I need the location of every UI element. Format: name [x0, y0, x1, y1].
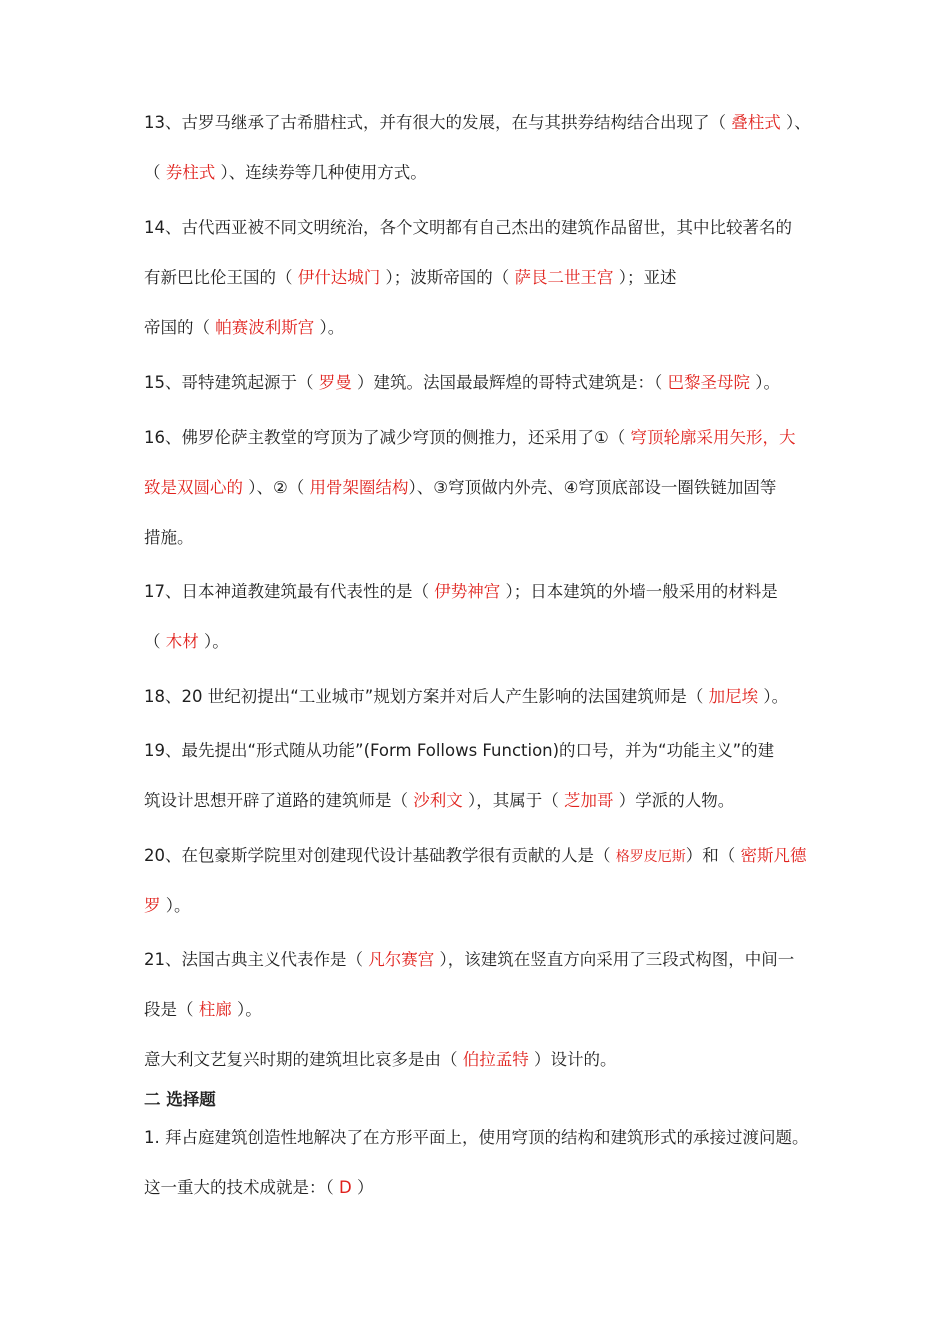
q20-text: ）和（ [685, 846, 741, 865]
q18-line-1 [144, 686, 820, 708]
q17-text: （ [144, 632, 166, 651]
q22-line-1 [144, 1049, 820, 1071]
q13-answer-1: 叠柱式 [731, 113, 781, 132]
q15-text: ）建筑。法国最最辉煌的哥特式建筑是：（ [351, 373, 668, 392]
q13-text: ）、 [780, 113, 811, 132]
q14-text: ）。 [314, 318, 345, 337]
q16-answer-1-cont: 致是双圆心的 [144, 478, 243, 497]
q15-text: ）。 [750, 373, 780, 392]
q20-line-2 [144, 895, 820, 917]
q18-text: ）。 [758, 687, 789, 706]
choice-1-text: ） [351, 1178, 374, 1197]
q14-answer-3: 帕赛波利斯宫 [215, 318, 315, 337]
q15-answer-1: 罗曼 [318, 373, 352, 392]
q17-text: 17、日本神道教建筑最有代表性的是（ [144, 582, 435, 601]
q19-line-1 [144, 740, 820, 762]
q15-text: 15、哥特建筑起源于（ [144, 373, 319, 392]
q20-answer-2: 密斯凡德 [740, 846, 807, 865]
q14-text: ）；波斯帝国的（ [380, 268, 515, 287]
q17-answer-1: 伊势神宫 [434, 582, 501, 601]
q20-answer-2-cont: 罗 [144, 896, 161, 915]
q14-text: 帝国的（ [144, 318, 216, 337]
q14-text: 14、古代西亚被不同文明统治，各个文明都有自己杰出的建筑作品留世，其中比较著名的 [144, 218, 792, 237]
q13-answer-2: 券柱式 [165, 163, 216, 182]
section-heading: 二 选择题 [144, 1090, 216, 1109]
q14-line-2 [144, 267, 820, 289]
q17-text: ）。 [198, 632, 229, 651]
q21-text: ），该建筑在竖直方向采用了三段式构图，中间一 [434, 950, 795, 969]
q19-text: ）学派的人物。 [613, 791, 735, 810]
q14-text: ）；亚述 [613, 268, 677, 287]
q20-answer-1: 格罗皮厄斯 [615, 849, 686, 865]
q16-answer-1: 穹顶轮廓采用矢形，大 [630, 428, 796, 447]
choice-1-line-2 [144, 1177, 820, 1199]
q16-line-2 [144, 477, 820, 499]
choice-1-text: 1. 拜占庭建筑创造性地解决了在方形平面上，使用穹顶的结构和建筑形式的承接过渡问题。 [144, 1128, 809, 1147]
q18-text: 18、20 世纪初提出“工业城市”规划方案并对后人产生影响的法国建筑师是（ [144, 687, 709, 706]
q19-text: ），其属于（ [462, 791, 564, 810]
q14-line-1 [144, 217, 820, 239]
q21-line-1 [144, 949, 820, 971]
q13-text: ）、连续券等几种使用方式。 [215, 163, 427, 182]
q16-text: ）、③穹顶做内外壳、④穹顶底部设一圈铁链加固等 [408, 478, 777, 497]
q19-answer-2: 芝加哥 [564, 791, 614, 810]
q13-text: （ [144, 163, 166, 182]
q19-answer-1: 沙利文 [413, 791, 463, 810]
q22-answer-1: 伯拉孟特 [462, 1050, 529, 1069]
q21-text: ）。 [231, 1000, 262, 1019]
q19-line-2 [144, 790, 820, 812]
q19-text: 19、最先提出“形式随从功能”(Form Follows Function)的口号，并为“功能主义”的建 [144, 741, 775, 760]
q13-line-2 [144, 162, 820, 184]
q17-line-1 [144, 581, 820, 603]
q14-answer-2: 萨艮二世王宫 [514, 268, 614, 287]
choice-1-text: 这一重大的技术成就是：（ [144, 1178, 339, 1197]
q14-text: 有新巴比伦王国的（ [144, 268, 298, 287]
q19-text: 筑设计思想开辟了道路的建筑师是（ [144, 791, 414, 810]
q18-answer-1: 加尼埃 [708, 687, 759, 706]
q16-text: 措施。 [144, 528, 194, 547]
q20-text: 20、在包豪斯学院里对创建现代设计基础教学很有贡献的人是（ [144, 846, 616, 865]
q13-line-1 [144, 112, 820, 134]
q16-answer-2: 用骨架圈结构 [309, 478, 409, 497]
q15-answer-2: 巴黎圣母院 [667, 373, 750, 392]
q21-text: 21、法国古典主义代表作是（ [144, 950, 369, 969]
q14-answer-1: 伊什达城门 [297, 268, 381, 287]
q17-line-2 [144, 631, 820, 653]
q20-text: ）。 [160, 896, 191, 915]
q22-text: ）设计的。 [528, 1050, 617, 1069]
q21-line-2 [144, 999, 820, 1021]
choice-1-answer: D [339, 1178, 352, 1197]
q20-line-1 [144, 845, 820, 868]
q16-line-1 [144, 427, 820, 449]
q16-text: 16、佛罗伦萨主教堂的穹顶为了减少穹顶的侧推力，还采用了①（ [144, 428, 631, 447]
q15-line-1 [144, 372, 820, 394]
q22-text: 意大利文艺复兴时期的建筑坦比哀多是由（ [144, 1050, 463, 1069]
q21-answer-2: 柱廊 [198, 1000, 232, 1019]
choice-1-line-1 [144, 1127, 820, 1149]
q17-text: ）；日本建筑的外墙一般采用的材料是 [500, 582, 778, 601]
q16-text: ）、②（ [243, 478, 310, 497]
q13-text: 13、古罗马继承了古希腊柱式，并有很大的发展，在与其拱券结构结合出现了（ [144, 113, 732, 132]
q17-answer-2: 木材 [165, 632, 199, 651]
q21-text: 段是（ [144, 1000, 199, 1019]
q14-line-3 [144, 317, 820, 339]
q16-line-3 [144, 527, 820, 549]
q21-answer-1: 凡尔赛宫 [368, 950, 435, 969]
